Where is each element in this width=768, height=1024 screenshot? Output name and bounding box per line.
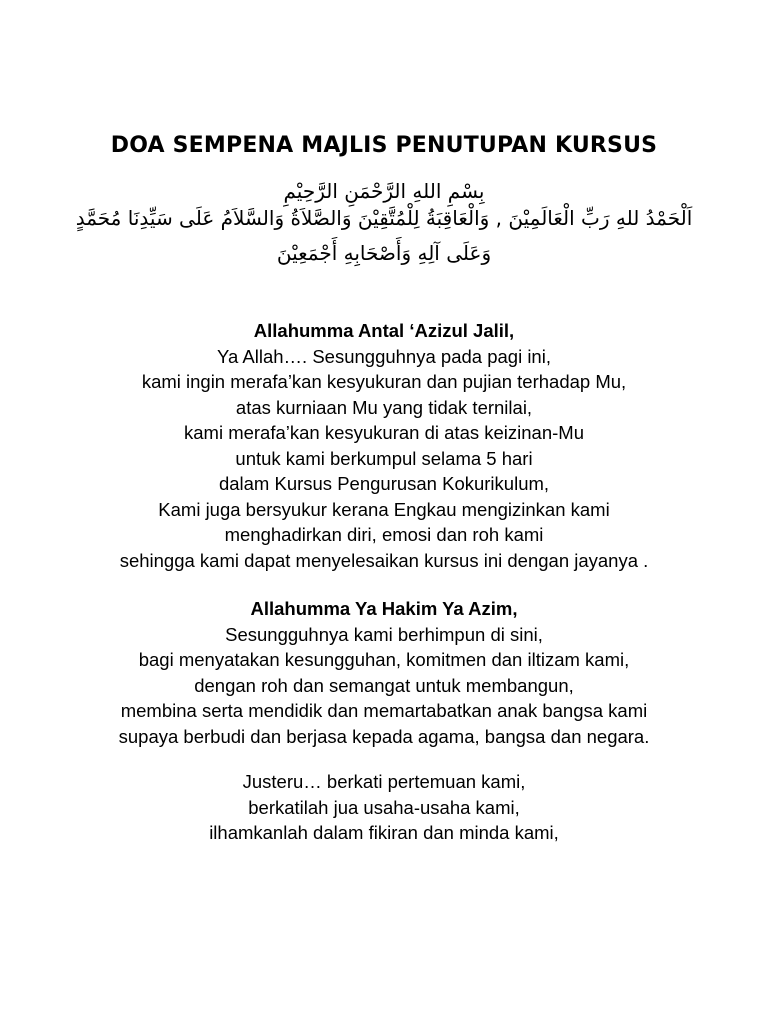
stanza-line: Kami juga bersyukur kerana Engkau mengizinkan kami [158, 498, 610, 520]
arabic-praise-line: اَلْحَمْدُ للهِ رَبِّ الْعَالَمِيْنَ , وَالْعَاقِبَةُ لِلْمُتَّقِيْنَ وَالصَّلاَةُ وَالسَّلاَمُ عَلَى سَيِّدِنَا مُحَمَّدٍ [75, 206, 693, 230]
stanza-heading: Allahumma Ya Hakim Ya Azim, [250, 598, 518, 619]
stanza-line: Sesungguhnya kami berhimpun di sini, [225, 623, 543, 645]
stanza-heading: Allahumma Antal ‘Azizul Jalil, [253, 320, 515, 341]
stanza-line: atas kurniaan Mu yang tidak ternilai, [235, 396, 533, 418]
prayer-stanza-3 [0, 769, 768, 846]
stanza-line: dengan roh dan semangat untuk membangun, [194, 674, 574, 696]
stanza-line: untuk kami berkumpul selama 5 hari [235, 447, 533, 469]
prayer-stanza-2 [0, 596, 768, 749]
prayer-stanza-1 [0, 318, 768, 573]
stanza-line: bagi menyatakan kesungguhan, komitmen dan iltizam kami, [138, 649, 630, 670]
arabic-companions-line: وَعَلَى آلِهِ وَأَصْحَابِهِ أَجْمَعِيْنَ [276, 241, 492, 265]
stanza-line: membina serta mendidik dan memartabatkan anak bangsa kami [120, 700, 648, 721]
stanza-line: kami merafa’kan kesyukuran di atas keizinan-Mu [184, 422, 584, 443]
stanza-line: berkatilah jua usaha-usaha kami, [248, 796, 520, 818]
stanza-line: menghadirkan diri, emosi dan roh kami [224, 524, 544, 545]
stanza-line: Justeru… berkati pertemuan kami, [242, 771, 526, 792]
stanza-line: dalam Kursus Pengurusan Kokurikulum, [218, 473, 550, 494]
stanza-line: kami ingin merafa’kan kesyukuran dan pujian terhadap Mu, [141, 371, 627, 392]
stanza-line: sehingga kami dapat menyelesaikan kursus ini dengan jayanya . [119, 549, 649, 571]
stanza-line: Ya Allah…. Sesungguhnya pada pagi ini, [217, 345, 551, 367]
stanza-line: ilhamkanlah dalam fikiran dan minda kami, [209, 822, 559, 843]
arabic-basmala: بِسْمِ اللهِ الرَّحْمَنِ الرَّحِيْمِ [283, 179, 485, 203]
document-title: DOA SEMPENA MAJLIS PENUTUPAN KURSUS [110, 133, 658, 158]
stanza-line: supaya berbudi dan berjasa kepada agama, bangsa dan negara. [118, 725, 650, 747]
